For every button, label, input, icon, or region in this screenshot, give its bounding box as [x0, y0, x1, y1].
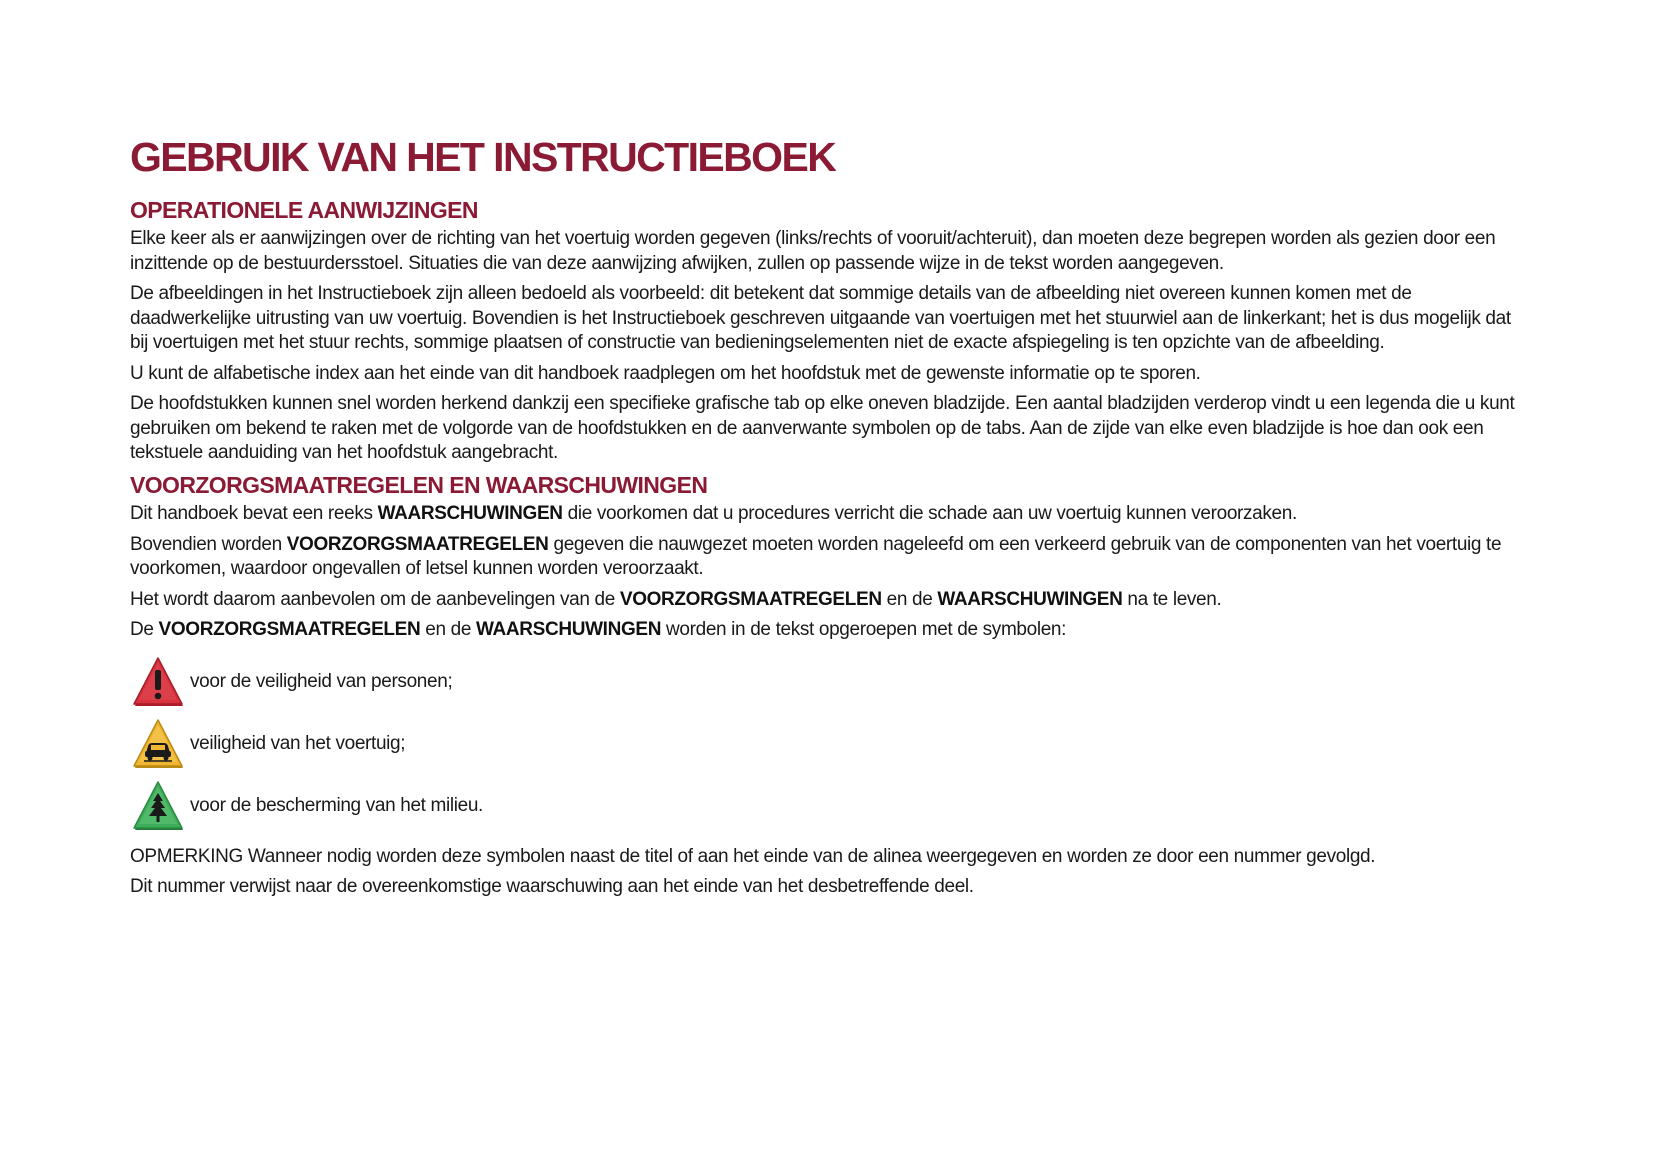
bold-term: VOORZORGSMAATREGELEN — [286, 533, 549, 555]
symbol-row-person — [130, 651, 1530, 713]
symbol-label-environment: voor de bescherming van het milieu. — [190, 794, 483, 816]
symbol-legend — [130, 651, 1530, 837]
bold-term: WAARSCHUWINGEN — [937, 588, 1123, 610]
text-fragment: Bovendien worden — [130, 533, 287, 555]
paragraph-index: U kunt de alfabetische index aan het einde van dit handboek raadplegen om het hoofdstuk met de gewenste informatie op te sporen. — [130, 362, 1201, 384]
bold-term: VOORZORGSMAATREGELEN — [619, 588, 882, 610]
symbol-row-vehicle — [130, 713, 1530, 775]
paragraph-symbols-intro — [130, 618, 1530, 643]
text-fragment: De — [130, 619, 159, 641]
symbol-row-environment — [130, 775, 1530, 837]
section-heading-precautions: VOORZORGSMAATREGELEN EN WAARSCHUWINGEN — [130, 471, 708, 498]
paragraph-note: OPMERKING Wanneer nodig worden deze symbolen naast de titel of aan het einde van de alinea weergegeven en worden ze door een nummer gevolgd. — [130, 845, 1376, 867]
paragraph-recommendation — [130, 588, 1530, 613]
text-fragment: Het wordt daarom aanbevolen om de aanbevelingen van de — [130, 588, 620, 610]
text-fragment: worden in de tekst opgeroepen met de symbolen: — [661, 619, 1067, 641]
person-safety-warning-icon — [132, 655, 184, 709]
text-fragment: en de — [881, 588, 938, 610]
paragraph-illustrations: De afbeeldingen in het Instructieboek zijn alleen bedoeld als voorbeeld: dit betekent dat sommige details van de afbeelding niet overeen kunnen komen met de daadwerkelijke uitrusting van uw voertuig. Bovendien is het Instructieboek geschreven uitgaande van voertuigen met het stuurwiel aan de linkerkant; het is dus mogelijk dat bij voertuigen met het stuur rechts, sommige plaatsen of constructie van bedieningselementen niet de exacte afspiegeling is ten opzichte van de afbeelding. — [130, 283, 1511, 354]
section-heading-operational: OPERATIONELE AANWIJZINGEN — [130, 197, 478, 224]
text-fragment: Dit handboek bevat een reeks — [130, 503, 378, 525]
symbol-label-vehicle: veiligheid van het voertuig; — [190, 732, 406, 754]
paragraph-warnings — [130, 502, 1530, 527]
text-fragment: gegeven die nauwgezet moeten worden nageleefd om een verkeerd gebruik van de componenten van het voertuig te voorkomen, waardoor ongevallen of letsel kunnen worden veroorzaakt. — [130, 533, 1502, 580]
bold-term: VOORZORGSMAATREGELEN — [158, 619, 421, 641]
symbol-label-person: voor de veiligheid van personen; — [190, 670, 453, 692]
bold-term: WAARSCHUWINGEN — [377, 503, 563, 525]
instruction-page — [130, 136, 1530, 906]
text-fragment: en de — [420, 619, 477, 641]
environment-warning-icon — [132, 779, 184, 833]
page-title: GEBRUIK VAN HET INSTRUCTIEBOEK — [130, 134, 836, 180]
paragraph-precautions — [130, 533, 1530, 582]
paragraph-chapters: De hoofdstukken kunnen snel worden herkend dankzij een specifieke grafische tab op elke oneven bladzijde. Een aantal bladzijden verderop vindt u een legenda die u kunt gebruiken om bekend te raken met de volgorde van de hoofdstukken en de aanverwante symbolen op de tabs. Aan de zijde van elke even bladzijde is hoe dan ook een tekstuele aanduiding van het hoofdstuk aangebracht. — [130, 393, 1515, 464]
bold-term: WAARSCHUWINGEN — [476, 619, 662, 641]
text-fragment: na te leven. — [1122, 588, 1222, 610]
paragraph-note-reference: Dit nummer verwijst naar de overeenkomstige waarschuwing aan het einde van het desbetreffende deel. — [130, 876, 974, 898]
paragraph-direction: Elke keer als er aanwijzingen over de richting van het voertuig worden gegeven (links/rechts of vooruit/achteruit), dan moeten deze begrepen worden als gezien door een inzittende op de bestuurdersstoel. Situaties die van deze aanwijzing afwijken, zullen op passende wijze in de tekst worden aangegeven. — [130, 228, 1496, 274]
text-fragment: die voorkomen dat u procedures verricht die schade aan uw voertuig kunnen veroorzaken. — [562, 503, 1297, 525]
vehicle-safety-warning-icon — [132, 717, 184, 771]
